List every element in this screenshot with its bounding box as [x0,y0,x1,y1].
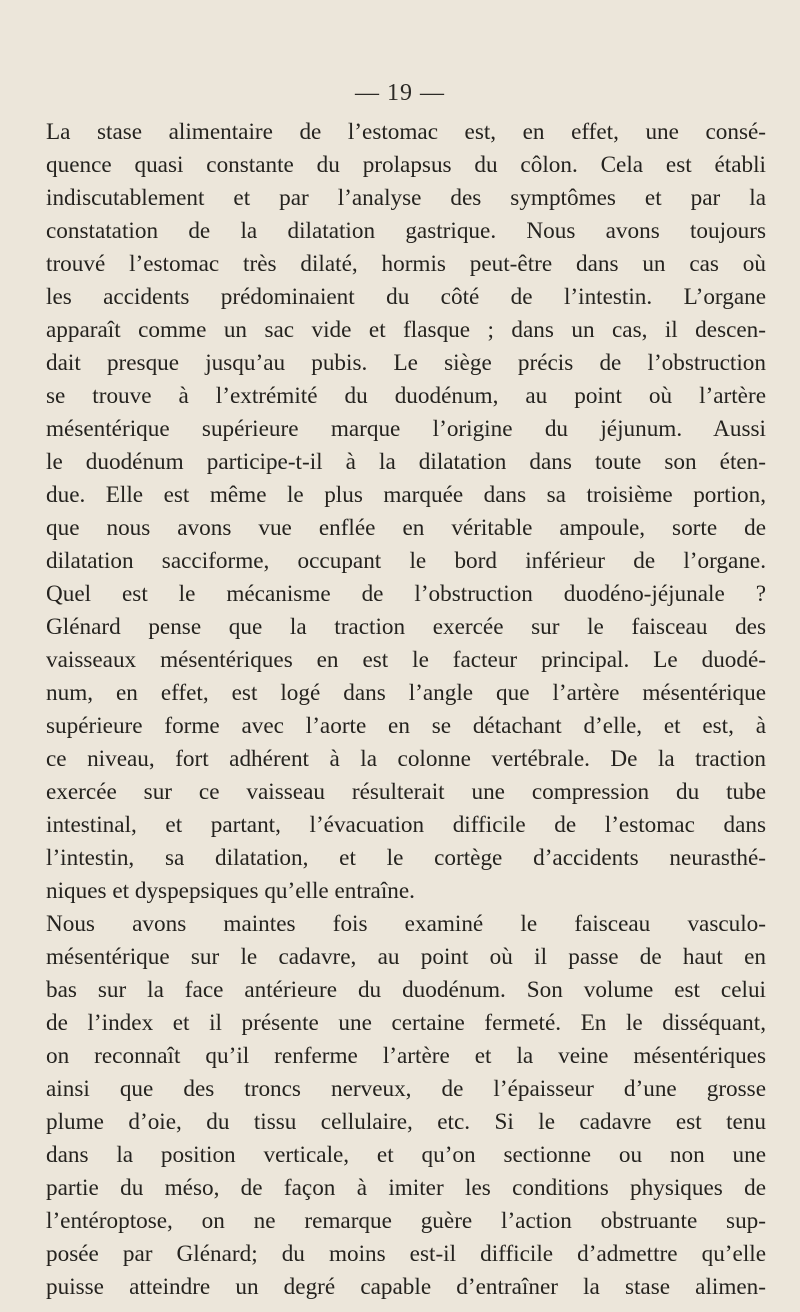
text-line: partie du méso, de façon à imiter les conditions physiques de [46,1175,766,1201]
text-line: plume d’oie, du tissu cellulaire, etc. Si le cadavre est tenu [46,1109,766,1135]
page-number: — 19 — [355,80,445,106]
text-line: Nous avons maintes fois examiné le faisceau vasculo- [46,911,766,937]
text-line: dans la position verticale, et qu’on sectionne ou non une [46,1142,766,1168]
text-line: bas sur la face antérieure du duodénum. Son volume est celui [46,977,766,1003]
text-line: mésentérique supérieure marque l’origine du jéjunum. Aussi [46,416,766,442]
text-line: quence quasi constante du prolapsus du côlon. Cela est établi [46,152,766,178]
text-line: ainsi que des troncs nerveux, de l’épaisseur d’une grosse [46,1076,766,1102]
text-line: se trouve à l’extrémité du duodénum, au point où l’artère [46,383,766,409]
text-line: l’intestin, sa dilatation, et le cortège d’accidents neurasthé- [46,845,766,871]
text-line: les accidents prédominaient du côté de l’intestin. L’organe [46,284,766,310]
text-line: puisse atteindre un degré capable d’entraîner la stase alimen- [46,1274,766,1300]
text-line: le duodénum participe-t-il à la dilatation dans toute son éten- [46,449,766,475]
text-line: num, en effet, est logé dans l’angle que l’artère mésentérique [46,680,766,706]
text-line: Quel est le mécanisme de l’obstruction duodéno-jéjunale ? [46,581,766,607]
text-line: constatation de la dilatation gastrique. Nous avons toujours [46,218,766,244]
body-text [46,116,766,1304]
text-line: apparaît comme un sac vide et flasque ; dans un cas, il descen- [46,317,766,343]
text-line: que nous avons vue enflée en véritable ampoule, sorte de [46,515,766,541]
text-line: ce niveau, fort adhérent à la colonne vertébrale. De la traction [46,746,766,772]
text-line: Glénard pense que la traction exercée sur le faisceau des [46,614,766,640]
text-line: due. Elle est même le plus marquée dans sa troisième portion, [46,482,766,508]
text-line: on reconnaît qu’il renferme l’artère et la veine mésentériques [46,1043,766,1069]
text-line: de l’index et il présente une certaine fermeté. En le disséquant, [46,1010,766,1036]
text-line: La stase alimentaire de l’estomac est, en effet, une consé- [46,119,766,145]
text-line: vaisseaux mésentériques en est le facteur principal. Le duodé- [46,647,766,673]
text-line: niques et dyspepsiques qu’elle entraîne. [46,878,415,904]
text-line: supérieure forme avec l’aorte en se détachant d’elle, et est, à [46,713,766,739]
text-line: dait presque jusqu’au pubis. Le siège précis de l’obstruction [46,350,766,376]
text-line: mésentérique sur le cadavre, au point où il passe de haut en [46,944,766,970]
text-line: exercée sur ce vaisseau résulterait une compression du tube [46,779,766,805]
text-line: trouvé l’estomac très dilaté, hormis peut-être dans un cas où [46,251,766,277]
text-line: posée par Glénard; du moins est-il difficile d’admettre qu’elle [46,1241,766,1267]
text-line: l’entéroptose, on ne remarque guère l’action obstruante sup- [46,1208,766,1234]
text-line: intestinal, et partant, l’évacuation difficile de l’estomac dans [46,812,766,838]
text-line: indiscutablement et par l’analyse des symptômes et par la [46,185,766,211]
text-line: dilatation sacciforme, occupant le bord inférieur de l’organe. [46,548,766,574]
